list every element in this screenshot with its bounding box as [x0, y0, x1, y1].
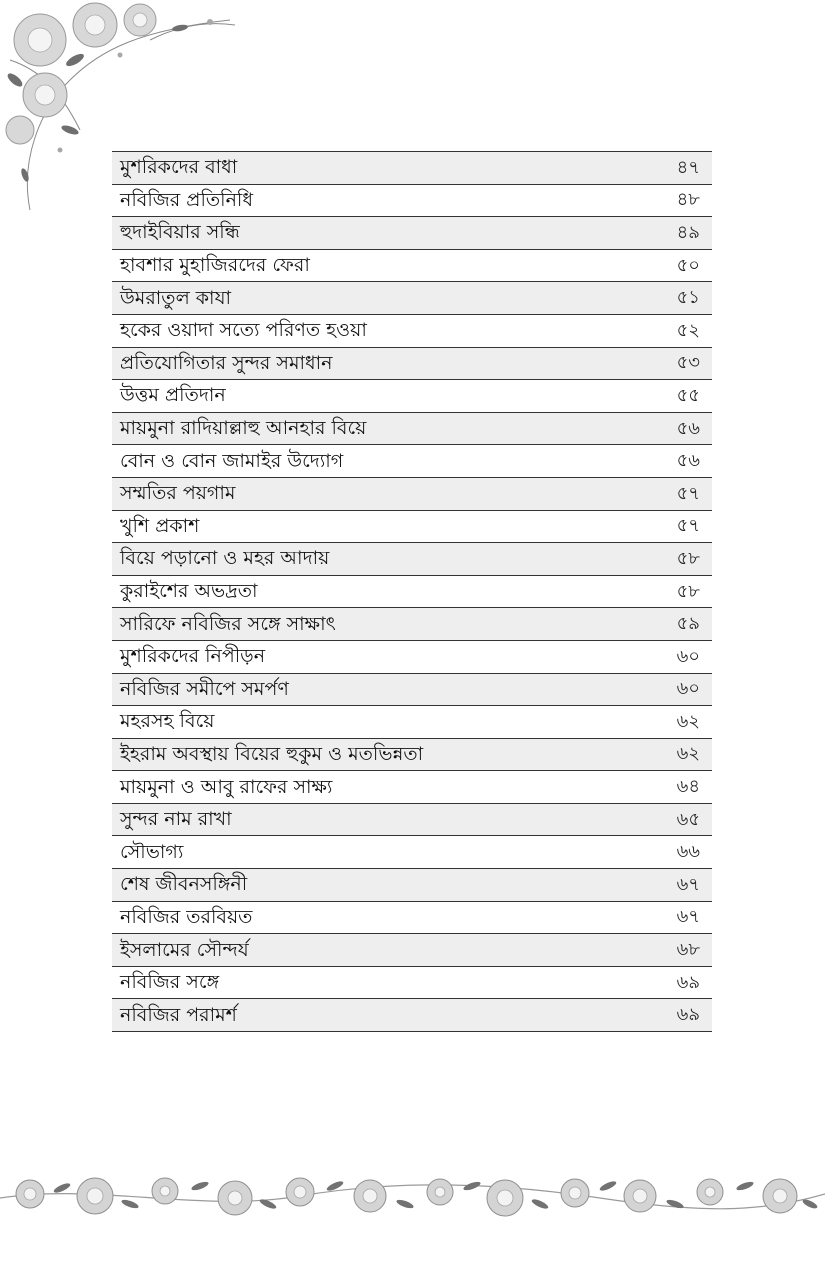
toc-row	[112, 282, 712, 315]
toc-page-number: ৫৬	[676, 450, 700, 472]
toc-entry-title: সম্মতির পয়গাম	[120, 482, 236, 505]
toc-entry-title: নবিজির পরামর্শ	[120, 1003, 237, 1026]
toc-entry-title: হকের ওয়াদা সত্যে পরিণত হওয়া	[120, 319, 367, 342]
toc-entry-title: সুন্দর নাম রাখা	[120, 808, 232, 831]
toc-row	[112, 445, 712, 478]
toc-entry-title: হাবশার মুহাজিরদের ফেরা	[120, 254, 310, 277]
toc-page-number: ৫৬	[676, 417, 700, 439]
toc-entry-title: নবিজির সঙ্গে	[120, 971, 220, 994]
toc-page-number: ৫৮	[676, 580, 700, 602]
toc-page-number: ৫৮	[676, 547, 700, 569]
toc-row	[112, 836, 712, 869]
toc-page-number: ৬০	[676, 645, 700, 667]
toc-entry-title: মায়মুনা রাদিয়াল্লাহু আনহার বিয়ে	[120, 417, 367, 440]
toc-row	[112, 999, 712, 1032]
toc-page-number: ৫২	[676, 319, 700, 341]
toc-entry-title: মুশরিকদের বাধা	[120, 156, 238, 179]
toc-row	[112, 641, 712, 674]
toc-page-number: ৫৩	[676, 352, 700, 374]
toc-row	[112, 250, 712, 283]
toc-page-number: ৬২	[676, 743, 700, 765]
table-of-contents	[112, 151, 712, 1032]
toc-page-number: ৬৫	[676, 808, 700, 830]
toc-entry-title: মায়মুনা ও আবু রাফের সাক্ষ্য	[120, 775, 333, 798]
toc-entry-title: বোন ও বোন জামাইর উদ্যোগ	[120, 449, 344, 472]
toc-row	[112, 511, 712, 544]
toc-entry-title: খুশি প্রকাশ	[120, 514, 200, 537]
toc-page-number: ৬০	[676, 678, 700, 700]
toc-page-number: ৫৫	[676, 384, 700, 406]
toc-page-number: ৬৯	[676, 971, 700, 993]
toc-entry-title: সৌভাগ্য	[120, 840, 184, 863]
toc-page-number: ৪৭	[676, 156, 700, 178]
toc-entry-title: নবিজির তরবিয়ত	[120, 905, 253, 928]
toc-entry-title: সারিফে নবিজির সঙ্গে সাক্ষাৎ	[120, 612, 336, 635]
toc-page-number: ৬২	[676, 710, 700, 732]
toc-page-number: ৫৯	[676, 613, 700, 635]
toc-page-number: ৬৮	[676, 939, 700, 961]
toc-row	[112, 902, 712, 935]
toc-entry-title: প্রতিযোগিতার সুন্দর সমাধান	[120, 351, 333, 374]
toc-row	[112, 967, 712, 1000]
toc-entry-title: শেষ জীবনসঙ্গিনী	[120, 873, 248, 896]
toc-page-number: ৬৭	[676, 906, 700, 928]
toc-entry-title: মুশরিকদের নিপীড়ন	[120, 645, 266, 668]
toc-row	[112, 217, 712, 250]
toc-page-number: ৪৯	[676, 221, 700, 243]
toc-row	[112, 348, 712, 381]
toc-entry-title: নবিজির প্রতিনিধি	[120, 188, 254, 211]
toc-row	[112, 804, 712, 837]
toc-row	[112, 674, 712, 707]
toc-entry-title: উমরাতুল কাযা	[120, 286, 232, 309]
footer-floral-ornament	[0, 1158, 825, 1228]
toc-page-number: ৫১	[676, 287, 700, 309]
toc-row	[112, 934, 712, 967]
toc-row	[112, 413, 712, 446]
toc-entry-title: কুরাইশের অভদ্রতা	[120, 580, 258, 603]
toc-entry-title: হুদাইবিয়ার সন্ধি	[120, 221, 240, 244]
toc-row	[112, 706, 712, 739]
toc-row	[112, 869, 712, 902]
toc-row	[112, 152, 712, 185]
toc-entry-title: ইসলামের সৌন্দর্য	[120, 938, 249, 961]
toc-entry-title: বিয়ে পড়ানো ও মহর আদায়	[120, 547, 330, 570]
toc-page-number: ৬৬	[676, 841, 700, 863]
toc-row	[112, 576, 712, 609]
toc-row	[112, 478, 712, 511]
toc-entry-title: নবিজির সমীপে সমর্পণ	[120, 677, 289, 700]
toc-page-number: ৬৯	[676, 1004, 700, 1026]
toc-row	[112, 739, 712, 772]
toc-entry-title: ইহরাম অবস্থায় বিয়ের হুকুম ও মতভিন্নতা	[120, 742, 424, 765]
toc-page-number: ৫০	[676, 254, 700, 276]
toc-page-number: ৫৭	[676, 482, 700, 504]
toc-row	[112, 315, 712, 348]
toc-entry-title: মহরসহ বিয়ে	[120, 710, 215, 733]
toc-entry-title: উত্তম প্রতিদান	[120, 384, 226, 407]
toc-page-number: ৬৪	[676, 776, 700, 798]
toc-row	[112, 185, 712, 218]
toc-row	[112, 771, 712, 804]
toc-row	[112, 543, 712, 576]
toc-row	[112, 380, 712, 413]
toc-page-number: ৪৮	[676, 189, 700, 211]
toc-row	[112, 608, 712, 641]
toc-page-number: ৫৭	[676, 515, 700, 537]
toc-page-number: ৬৭	[676, 873, 700, 895]
